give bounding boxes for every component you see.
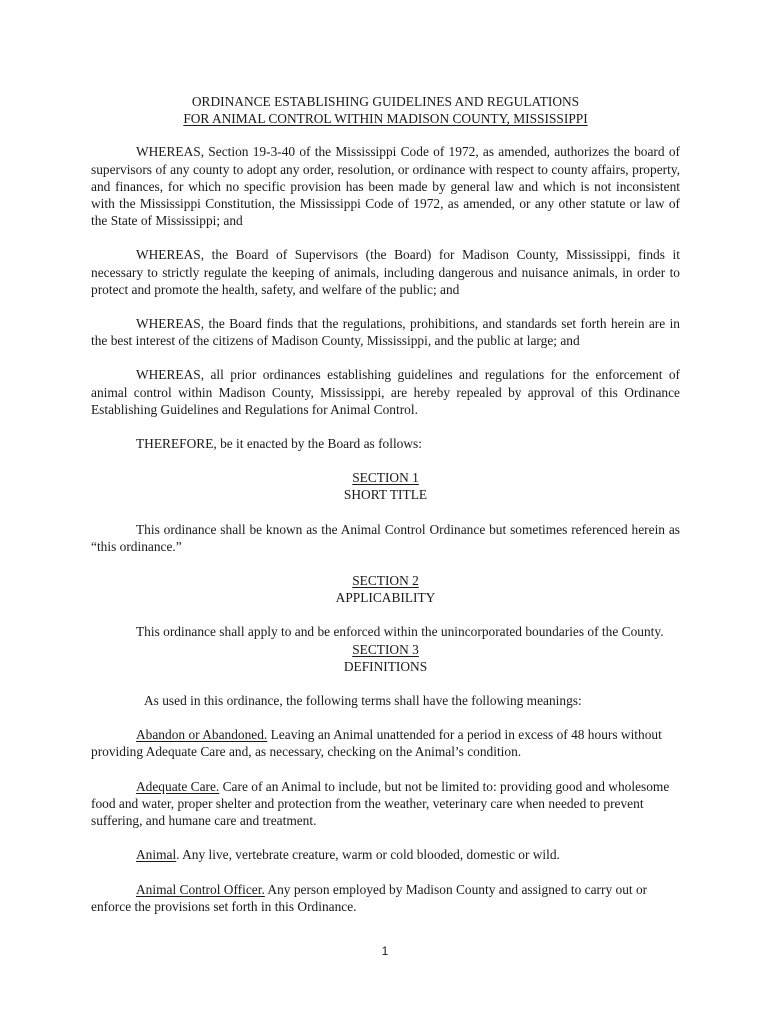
section-3-number: SECTION 3: [352, 641, 419, 657]
section-2-number: SECTION 2: [352, 573, 419, 589]
whereas-paragraph-4: WHEREAS, all prior ordinances establishing guidelines and regulations for the enforcement of animal control within Madison County, Mississippi, are hereby repealed by approval of this Ordinance Establishing Guidelines and Regulations for Animal Control.: [91, 367, 680, 417]
section-2-heading: [91, 572, 680, 606]
title-line-1: ORDINANCE ESTABLISHING GUIDELINES AND REGULATIONS: [191, 94, 580, 109]
definition-adequate-care: [91, 778, 680, 830]
definition-text: Leaving an Animal unattended for a period in excess of 48 hours without providing Adequate Care and, as necessary, checking on the Animal’s condition.: [91, 727, 662, 760]
section-3-title: DEFINITIONS: [343, 658, 428, 674]
definition-text: Any person employed by Madison County and assigned to carry out or enforce the provisions set forth in this Ordinance.: [91, 881, 648, 914]
document-title: [91, 93, 680, 127]
document-page: [91, 93, 680, 932]
whereas-paragraph-1: WHEREAS, Section 19-3-40 of the Mississippi Code of 1972, as amended, authorizes the board of supervisors of any county to adopt any order, resolution, or ordinance with respect to county affairs, property, and finances, for which no specific provision has been made by general law and which is not inconsistent with the Mississippi Constitution, the Mississippi Code of 1972, as amended, or any other statute or law of the State of Mississippi; and: [91, 144, 680, 229]
section-1-text: This ordinance shall be known as the Animal Control Ordinance but sometimes referenced herein as “this ordinance.”: [91, 521, 680, 554]
section-2-text: This ordinance shall apply to and be enforced within the unincorporated boundaries of the County.: [136, 624, 664, 640]
definitions-intro: As used in this ordinance, the following terms shall have the following meanings:: [144, 693, 582, 709]
definition-term: Animal Control Officer.: [136, 881, 265, 897]
definition-text: . Any live, vertebrate creature, warm or cold blooded, domestic or wild.: [176, 847, 560, 863]
definition-animal: [91, 846, 680, 863]
section-3-heading: [91, 641, 680, 675]
whereas-paragraph-3: WHEREAS, the Board finds that the regulations, prohibitions, and standards set forth herein are in the best interest of the citizens of Madison County, Mississippi, and the public at large; and: [91, 316, 680, 349]
definition-abandon: [91, 726, 680, 760]
title-line-2: FOR ANIMAL CONTROL WITHIN MADISON COUNTY, MISSISSIPPI: [183, 111, 588, 127]
therefore-paragraph: THEREFORE, be it enacted by the Board as follows:: [136, 436, 422, 452]
definition-term: Animal: [136, 847, 177, 863]
section-2-title: APPLICABILITY: [335, 590, 436, 606]
definition-animal-control-officer: [91, 881, 680, 915]
page-number: 1: [381, 944, 389, 958]
definition-text: Care of an Animal to include, but not be limited to: providing good and wholesome food and water, proper shelter and protection from the weather, veterinary care when needed to prevent suffering, and humane care and treatment.: [91, 778, 670, 829]
definition-term: Abandon or Abandoned.: [136, 727, 268, 743]
section-1-title: SHORT TITLE: [343, 487, 428, 503]
definition-term: Adequate Care.: [136, 778, 220, 794]
section-1-heading: [91, 469, 680, 503]
whereas-paragraph-2: WHEREAS, the Board of Supervisors (the Board) for Madison County, Mississippi, finds it necessary to strictly regulate the keeping of animals, including dangerous and nuisance animals, in order to protect and promote the health, safety, and welfare of the public; and: [91, 247, 680, 297]
section-1-number: SECTION 1: [352, 470, 419, 486]
